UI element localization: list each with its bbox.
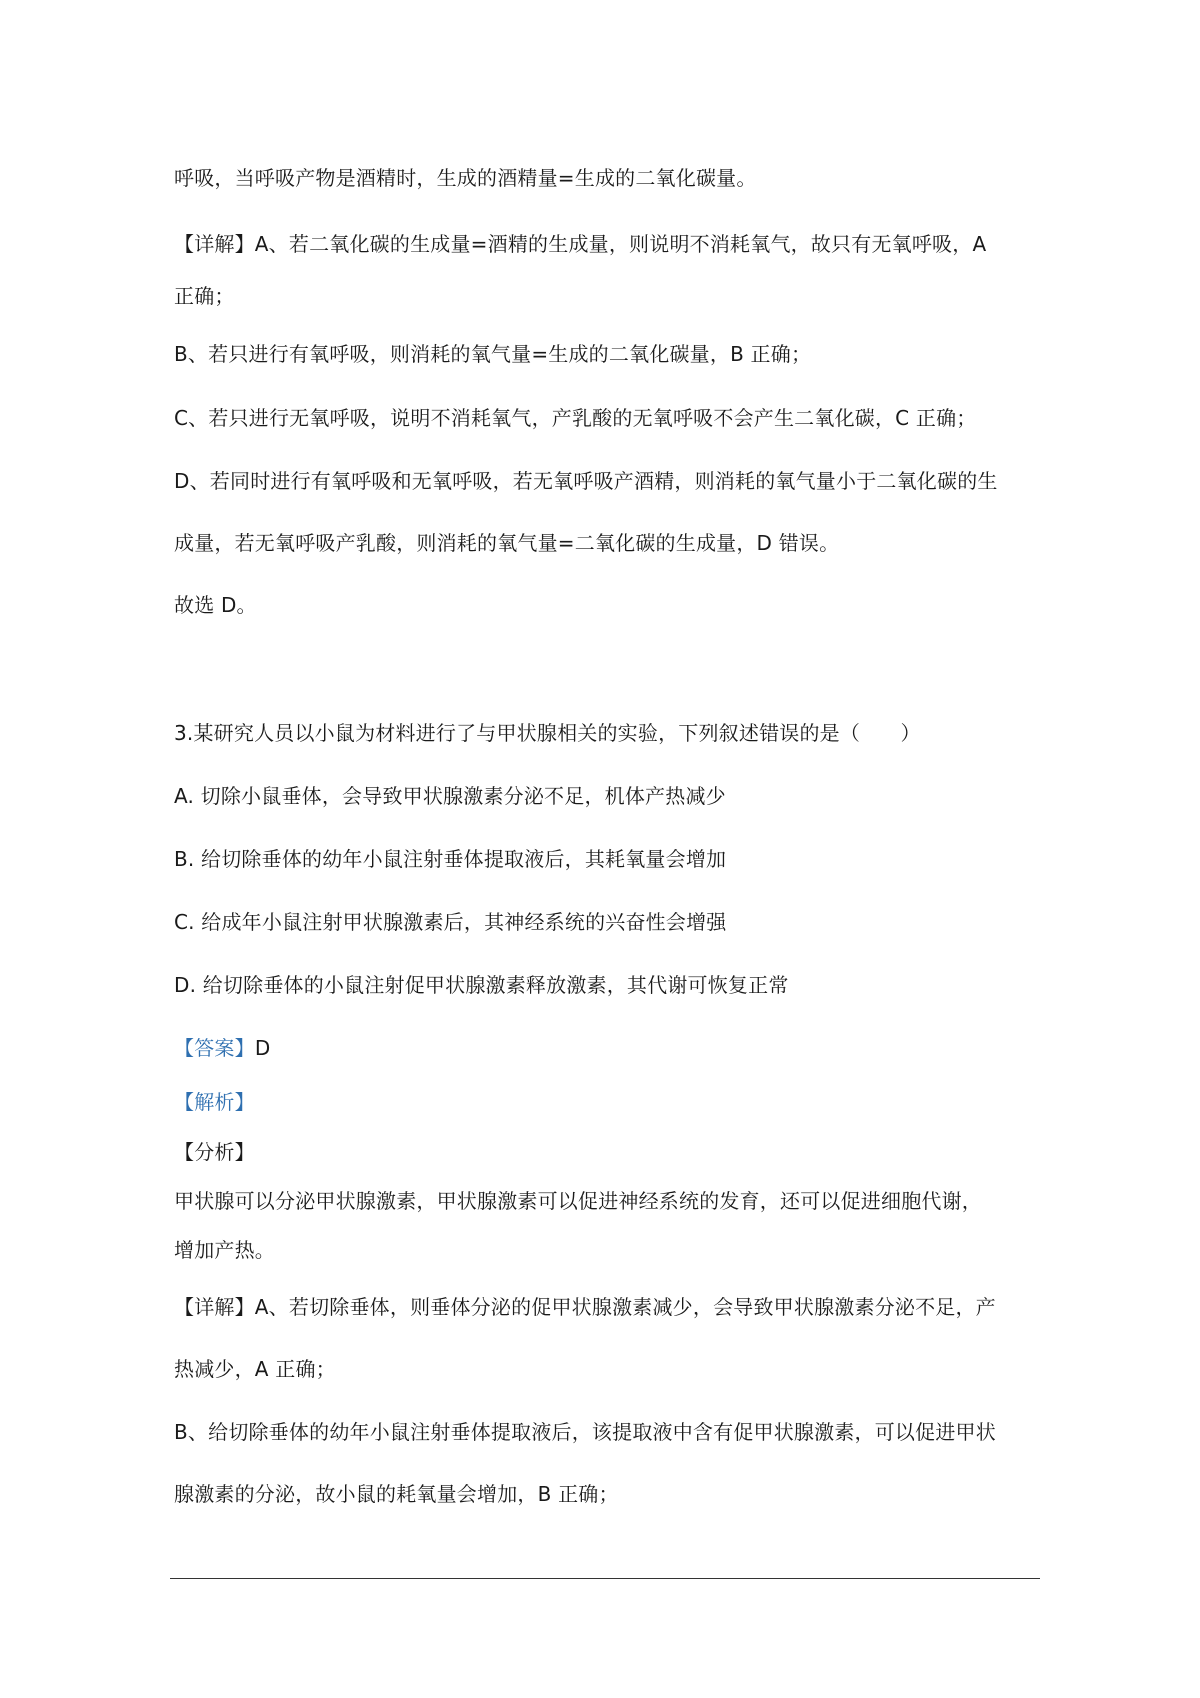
answer-value: D [254,1036,271,1060]
prev-option-b-explanation: B、若只进行有氧呼吸，则消耗的氧气量=生成的二氧化碳量，B 正确； [174,342,812,366]
question-3-option-a: A. 切除小鼠垂体，会导致甲状腺激素分泌不足，机体产热减少 [174,784,726,808]
prev-explanation-line-1: 呼吸，当呼吸产物是酒精时，生成的酒精量=生成的二氧化碳量。 [174,166,757,190]
detail-option-a-2: 热减少，A 正确； [174,1357,336,1381]
fenxi-line-1: 甲状腺可以分泌甲状腺激素，甲状腺激素可以促进神经系统的发育，还可以促进细胞代谢， [174,1189,982,1213]
prev-detail-line-1: 【详解】A、若二氧化碳的生成量=酒精的生成量，则说明不消耗氧气，故只有无氧呼吸，A [174,232,987,256]
answer-label: 【答案】 [174,1036,255,1060]
prev-detail-line-2: 正确； [174,284,235,308]
fenxi-line-2: 增加产热。 [174,1238,275,1262]
question-3-stem: 3.某研究人员以小鼠为材料进行了与甲状腺相关的实验，下列叙述错误的是（ ） [174,721,921,745]
prev-option-c-explanation: C、若只进行无氧呼吸，说明不消耗氧气，产乳酸的无氧呼吸不会产生二氧化碳，C 正确； [174,406,977,430]
analysis-label: 【解析】 [174,1090,255,1114]
answer-row [174,1036,1054,1060]
question-3-option-c: C. 给成年小鼠注射甲状腺激素后，其神经系统的兴奋性会增强 [174,910,727,934]
detail-option-a-1: 【详解】A、若切除垂体，则垂体分泌的促甲状腺激素减少，会导致甲状腺激素分泌不足，产 [174,1295,996,1319]
fenxi-label: 【分析】 [174,1140,255,1164]
prev-option-d-explanation-1: D、若同时进行有氧呼吸和无氧呼吸，若无氧呼吸产酒精，则消耗的氧气量小于二氧化碳的生 [174,469,998,493]
detail-option-b-1: B、给切除垂体的幼年小鼠注射垂体提取液后，该提取液中含有促甲状腺激素，可以促进甲状 [174,1420,996,1444]
question-3-option-b: B. 给切除垂体的幼年小鼠注射垂体提取液后，其耗氧量会增加 [174,847,727,871]
footer-divider [170,1578,1040,1579]
prev-final-choice: 故选 D。 [174,593,257,617]
question-3-option-d: D. 给切除垂体的小鼠注射促甲状腺激素释放激素，其代谢可恢复正常 [174,973,789,997]
prev-option-d-explanation-2: 成量，若无氧呼吸产乳酸，则消耗的氧气量=二氧化碳的生成量，D 错误。 [174,531,840,555]
detail-option-b-2: 腺激素的分泌，故小鼠的耗氧量会增加，B 正确； [174,1482,619,1506]
